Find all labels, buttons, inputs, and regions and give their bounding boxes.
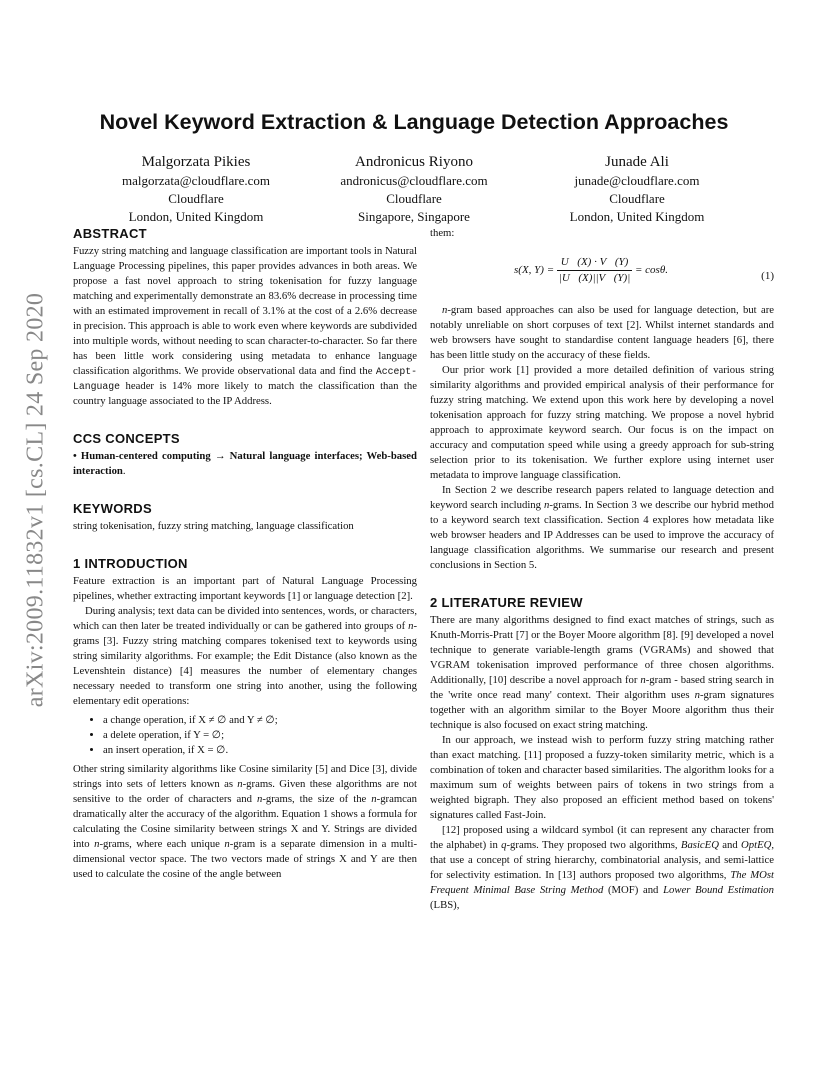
- author-name: Junade Ali: [605, 154, 669, 170]
- arxiv-sidebar-stamp: [16, 290, 56, 710]
- equation-lhs: s(X, Y) =: [514, 264, 555, 277]
- equation-numerator: U⃗(X) · V⃗(Y): [557, 255, 632, 271]
- author-1: [86, 152, 306, 226]
- equation-denominator: |U⃗(X)||V⃗(Y)|: [558, 272, 631, 284]
- author-name: Malgorzata Pikies: [141, 154, 251, 170]
- equation-number: (1): [761, 270, 774, 282]
- intro-heading: 1 INTRODUCTION: [73, 556, 188, 571]
- lit-paragraph-2: In our approach, we instead wish to perform fuzzy string matching rather than exact matching. [11] proposed a fuzzy-token similarity metric, which is a combination of token and character based similarities. The algorithm looks for a maximum sum of weights between pairs of tokens in two strings from a weighted bigraph. They also proposed an efficient method based on tokens' signatures called Fast-Join.: [430, 734, 774, 821]
- author-email[interactable]: malgorzata@cloudflare.com: [121, 173, 271, 188]
- author-2: [304, 152, 524, 226]
- ccs-text: • Human-centered computing → Natural language interfaces; Web-based interaction.: [73, 450, 417, 477]
- lit-paragraph-1: There are many algorithms designed to find exact matches of strings, such as Knuth-Morris-Pratt [7] or the Boyer Moore algorithm [8]. [9] developed a novel technique to generate variable-length grams (VGRAMs) and showed that VGRAM tokenisation improved performance of three chosen algorithms. Additionally, [10] describe a novel approach for n-gram - based string search in the 'write once read many' context. Their algorithm uses n-gram signatures together with an algorithm similar to the Boyer Moore algorithm thus their technique is also focused on exact string matching.: [430, 614, 774, 731]
- author-org: Cloudflare: [168, 191, 224, 206]
- author-org: Cloudflare: [609, 191, 665, 206]
- arxiv-id: arXiv:2009.11832v1 [cs.CL] 24 Sep 2020: [22, 292, 49, 708]
- keywords-text: string tokenisation, fuzzy string matching, language classification: [73, 520, 354, 532]
- keywords-heading: KEYWORDS: [73, 501, 152, 516]
- lit-paragraph-3: [12] proposed using a wildcard symbol (it can represent any character from the alphabet) in q-grams. They proposed two algorithms, BasicEQ and OptEQ, that use a concept of string hierarchy, combinatorial analysis, and semi-lattice for selectivity estimation. In [13] authors proposed two algorithms, The MOst Frequent Minimal Base String Method (MOF) and Lower Bound Estimation (LBS),: [430, 824, 774, 911]
- intro-paragraph-2: During analysis; text data can be divided into sentences, words, or characters, which can then later be treated individually or can be gathered into groups of n-grams [3]. Fuzzy string matching compares tokenised text to keywords using string similarity algorithms. For example; the Edit Distance (also known as the Levenshtein distance) [4] measures the number of elementary changes necessary needed to transform one string into another, using the following elementary edit operations:: [73, 605, 417, 707]
- author-3: [527, 152, 747, 226]
- edit-operations-list: [73, 713, 417, 758]
- cosine-equation: [430, 243, 774, 299]
- intro-paragraph-3: Other string similarity algorithms like Cosine similarity [5] and Dice [3], divide strings into sets of letters known as n-grams. Given these algorithms are not sensitive to the order of characters and n-grams, the size of the n-gramcan dramatically alter the accuracy of the algorithm. Equation 1 shows a formula for calculating the Cosine similarity between strings X and Y. Strings are divided into n-grams, where each unique n-gram is a separate dimension in a multi-dimensional vector space. The two vectors made of strings X and Y are then used to calculate the cosine of the angle between: [73, 763, 417, 880]
- literature-heading: 2 LITERATURE REVIEW: [430, 595, 583, 610]
- intro-paragraph-1: Feature extraction is an important part of Natural Language Processing pipelines, whether extracting important keywords [1] or language detection [2].: [73, 575, 417, 602]
- abstract-text: Fuzzy string matching and language classification are important tools in Natural Language Processing pipelines, this paper provides advances in both areas. We propose a fast novel approach to string tokenisation for fuzzy language matching and experimentally demonstrate an 83.6% decrease in processing time with an estimated improvement in recall of 3.1% at the cost of a 2.6% decrease in precision. This approach is able to work even where keywords are subdivided into multiple words, without needing to scan character-to-character. So far there has been little work considering using metadata to enhance language classification algorithms. We provide observational data and find the Accept-Language header is 14% more likely to match the classification than the country language associated to the IP Address.: [73, 245, 417, 407]
- list-item: • a delete operation, if Y = ∅;: [103, 728, 417, 743]
- paper-title: Novel Keyword Extraction & Language Detection Approaches: [99, 110, 729, 134]
- author-name: Andronicus Riyono: [355, 154, 473, 170]
- left-column: [73, 226, 417, 882]
- equation-rhs: = cosθ.: [635, 264, 668, 277]
- author-location: Singapore, Singapore: [358, 209, 470, 224]
- author-email[interactable]: andronicus@cloudflare.com: [340, 173, 488, 188]
- author-org: Cloudflare: [386, 191, 442, 206]
- author-email[interactable]: junade@cloudflare.com: [574, 173, 700, 188]
- list-item: • an insert operation, if X = ∅.: [103, 743, 417, 758]
- author-location: London, United Kingdom: [569, 209, 705, 224]
- ccs-heading: CCS CONCEPTS: [73, 431, 180, 446]
- right-paragraph-3: In Section 2 we describe research papers related to language detection and keyword search including n-grams. In Section 3 we describe our hybrid method to a keyword search text classification. Section 4 explores how metadata like web browser headers and IP Addresses can be used to improve the accuracy of language classification algorithms. We summarise our research and present conclusions in Section 5.: [430, 484, 774, 571]
- abstract-heading: ABSTRACT: [73, 226, 147, 241]
- author-location: London, United Kingdom: [128, 209, 264, 224]
- list-item: • a change operation, if X ≠ ∅ and Y ≠ ∅;: [103, 713, 417, 728]
- right-paragraph-2: Our prior work [1] provided a more detailed definition of various string similarity algorithms and provided empirical analysis of their performance for fuzzy string matching. We extend upon this work here by developing a novel tokenisation approach for fuzzy string matching. We propose a novel hybrid approach to approximate keyword search. Our focus is on the impact on accuracy and computation speed while using a greedy approach for sub-string selection prior to its tokenisation. We further explore using internet user metadata to improve language classification.: [430, 364, 774, 481]
- right-column: [430, 226, 774, 913]
- right-paragraph-1: n-gram based approaches can also be used for language detection, but are notably unreliable on short corpuses of text [2]. Whilst internet standards and web browsers have sought to standardise content language headers [6], there has been little study on the accuracy of these fields.: [430, 304, 774, 361]
- equation-fraction: [557, 255, 632, 286]
- them-line: them:: [430, 227, 455, 239]
